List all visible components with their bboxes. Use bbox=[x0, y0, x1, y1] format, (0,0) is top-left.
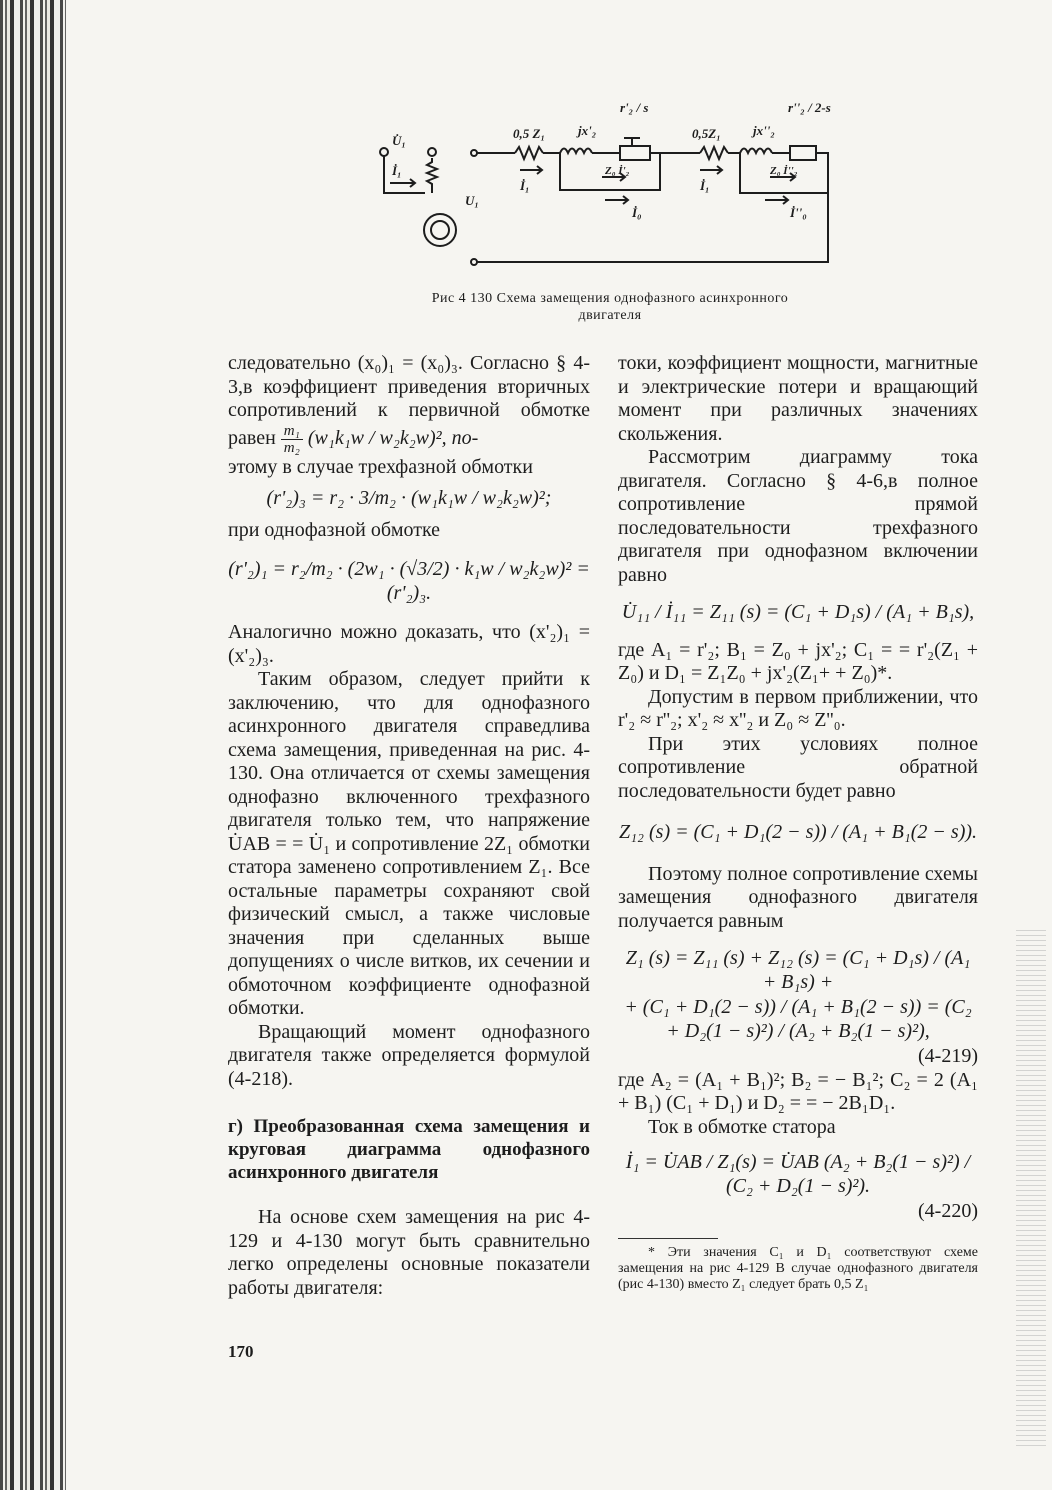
fig-label-i1-right: İ₁ bbox=[700, 178, 710, 193]
right-paragraph-8: Ток в обмотке статора bbox=[648, 1115, 836, 1138]
equivalent-circuit-figure bbox=[370, 90, 850, 280]
left-paragraph-1: следовательно (x₀)₁ = (x₀)₃. Согласно § 4-3,в коэффициент приведения вторичных сопротивлений к первичной обмотке равен $\frac{\text{m₁}}{\text{m₂}}$ (w₁k₁w / w₂k₂w)², по- bbox=[228, 352, 590, 456]
left-paragraph-3: Аналогично можно доказать, что (x'₂)₁ = (x'₂)₃. bbox=[228, 621, 590, 667]
formula-z1-line-2: + (C₁ + D₁(2 − s)) / (A₁ + B₁(2 − s)) = (C₂ + D₂(1 − s)²) / (A₂ + B₂(1 − s)²), bbox=[624, 996, 972, 1042]
formula-i1: İ₁ = U̇AB / Z₁(s) = U̇AB (A₂ + B₂(1 − s)²) / (C₂ + D₂(1 − s)²). bbox=[625, 1151, 971, 1197]
left-paragraph-1b: этому в случае трехфазной обмотки bbox=[228, 455, 533, 478]
page-edge-noise bbox=[1016, 930, 1046, 1450]
right-paragraph-1: токи, коэффициент мощности, магнитные и электрические потери и вращающий момент при различных значениях скольжения. bbox=[618, 352, 978, 445]
right-paragraph-6: Поэтому полное сопротивление схемы замещения однофазного двигателя получается равным bbox=[618, 862, 978, 932]
fig-label-r2-prime: r'₂ / s bbox=[620, 100, 649, 115]
footnote: * Эти значения C₁ и D₁ соответствуют схеме замещения на рис 4-129 В случае однофазного двигателя (рис 4-130) вместо Z₁ следует брать 0,5 Z₁ bbox=[618, 1244, 978, 1292]
formula-z1-line-1: Z₁ (s) = Z₁₁ (s) + Z₁₂ (s) = (C₁ + D₁s) / (A₁ + B₁s) + bbox=[625, 947, 971, 993]
equation-number-219: (4-219) bbox=[918, 1045, 978, 1067]
fig-label-i0: İ₀ bbox=[632, 205, 642, 220]
left-column bbox=[228, 352, 590, 1300]
fig-label-i1: İ₁ bbox=[392, 163, 402, 178]
left-paragraph-2: при однофазной обмотке bbox=[228, 518, 441, 541]
left-paragraph-6: На основе схем замещения на рис 4-129 и 4-130 могут быть сравнительно легко определены основные показатели работы двигателя: bbox=[228, 1206, 590, 1299]
formula-z12: Z₁₂ (s) = (C₁ + D₁(2 − s)) / (A₁ + B₁(2 − s)). bbox=[618, 821, 978, 843]
caption-line-1: Рис 4 130 Схема замещения однофазного асинхронного bbox=[431, 291, 789, 306]
caption-line-2: двигателя bbox=[578, 308, 642, 323]
right-paragraph-7: где A₂ = (A₁ + B₁)²; B₂ = − B₁²; C₂ = 2 (A₁ + B₁) (C₁ + D₁) и D₂ = = − 2B₁D₁. bbox=[618, 1068, 978, 1114]
left-paragraph-5: Вращающий момент однофазного двигателя также определяется формулой (4-218). bbox=[228, 1020, 590, 1090]
equation-number-220: (4-220) bbox=[918, 1200, 978, 1222]
fig-label-u1: U̇₁ bbox=[392, 133, 406, 148]
page-number: 170 bbox=[228, 1342, 254, 1361]
right-paragraph-3: где A₁ = r'₂; B₁ = Z₀ + jx'₂; C₁ = = r'₂(Z₁ + Z₀) и D₁ = Z₁Z₀ + jx'₂(Z₁+ + Z₀)*. bbox=[618, 638, 978, 684]
fig-label-u1-side: U₁ bbox=[465, 193, 479, 208]
figure-caption bbox=[340, 290, 880, 324]
right-paragraph-2: Рассмотрим диаграмму тока двигателя. Согласно § 4-6,в полное сопротивление прямой последовательности трехфазного двигателя при однофазном включении равно bbox=[618, 446, 978, 586]
formula-r2-three-phase: (r'₂)₃ = r₂ · 3/m₂ · (w₁k₁w / w₂k₂w)²; bbox=[266, 487, 552, 509]
fig-label-r2-dprime: r''₂ / 2-s bbox=[788, 100, 831, 115]
section-heading: г) Преобразованная схема замещения и круговая диаграмма однофазного асинхронного двигателя bbox=[228, 1116, 590, 1183]
fig-label-jx2-prime: jx'₂ bbox=[578, 123, 597, 138]
right-paragraph-5: При этих условиях полное сопротивление обратной последовательности будет равно bbox=[618, 732, 978, 802]
fig-label-z-half-2: 0,5Z₁ bbox=[692, 126, 721, 141]
formula-r2-single-phase: (r'₂)₁ = r₂/m₂ · (2w₁ · (√3/2) · k₁w / w₂k₂w)² = (r'₂)₃. bbox=[228, 558, 590, 604]
right-column bbox=[618, 352, 978, 1293]
fig-label-z-half-1: 0,5 Z₁ bbox=[513, 126, 545, 141]
book-spine-shadow bbox=[0, 0, 66, 1490]
fig-label-jx2-dprime: jx''₂ bbox=[753, 123, 775, 138]
right-paragraph-4: Допустим в первом приближении, что r'₂ ≈ r''₂; x'₂ ≈ x''₂ и Z₀ ≈ Z''₀. bbox=[618, 685, 978, 731]
fig-label-z0-i2-prime: Z₀ İ'₂ bbox=[605, 165, 630, 177]
fig-label-z0-i2-dprime: Z₀ İ''₂ bbox=[770, 165, 798, 177]
left-paragraph-4: Таким образом, следует прийти к заключению, что для однофазного асинхронного двигателя справедлива схема замещения, приведенная на рис. 4-130. Она отличается от схемы замещения однофазно включенного трехфазного двигателя только тем, что напряжение U̇AB = = U̇₁ и сопротивление 2Z₁ обмотки статора заменено сопротивлением Z₁. Все остальные параметры сохраняют свой физический смысл, а также числовые значения при сделанных выше допущениях о числе витков, их сечении и обмоточном коэффициенте однофазной обмотки. bbox=[228, 668, 590, 1019]
footnote-rule bbox=[618, 1238, 718, 1239]
fig-label-i0-dprime: İ''₀ bbox=[790, 205, 807, 220]
fig-label-i1-mid: İ₁ bbox=[520, 178, 530, 193]
formula-z11: U̇₁₁ / İ₁₁ = Z₁₁ (s) = (C₁ + D₁s) / (A₁ + B₁s), bbox=[621, 601, 975, 623]
inline-fraction-m: $\frac{\text{m₁}}{\text{m₂}}$ bbox=[281, 423, 303, 456]
